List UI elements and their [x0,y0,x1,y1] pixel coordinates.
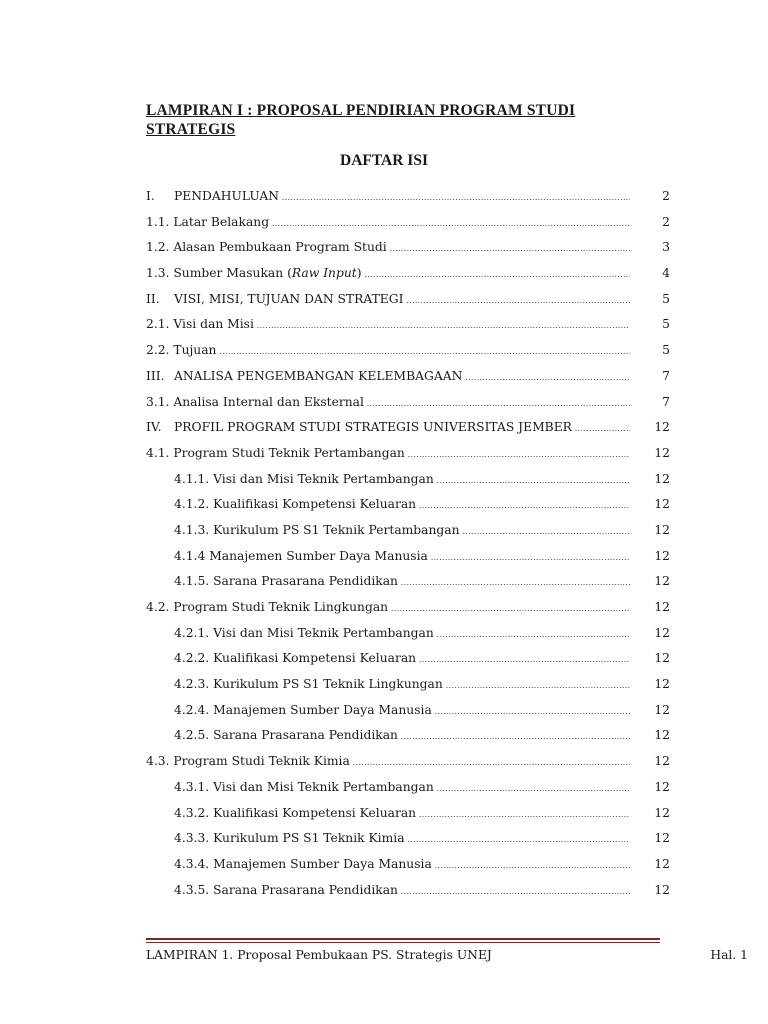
toc-entry-label: 4.1. Program Studi Teknik Pertambangan ..... [146,441,630,468]
heading-line-2: STRATEGIS [146,121,236,138]
toc-entry[interactable] [146,390,676,416]
toc-entry-label: 2.2. Tujuan ..... [146,338,630,365]
toc-entry-label: 4.2. Program Studi Teknik Lingkungan ..... [146,595,630,622]
toc-entry-number: IV. [146,420,162,435]
toc-entry-page: 12 [654,882,670,897]
toc-entry-page: 5 [662,317,670,332]
toc-subentry[interactable] [146,826,676,852]
toc-subentry[interactable] [146,467,676,493]
toc-entry-label: PENDAHULUAN [174,189,279,203]
toc-entry-number: III. [146,368,165,383]
toc-entry-page: 12 [654,574,670,589]
toc-entry-label: 4.3.4. Manajemen Sumber Daya Manusia ..... [174,852,630,879]
table-of-contents [146,184,676,903]
toc-entry-label: VISI, MISI, TUJUAN DAN STRATEGI [174,291,404,306]
toc-entry-page: 12 [654,445,670,460]
toc-entry-label: 1.2. Alasan Pembukaan Program Studi ..... [146,235,630,262]
toc-entry-label: 4.2.3. Kurikulum PS S1 Teknik Lingkungan ..... [174,672,630,699]
toc-entry-page: 12 [654,548,670,563]
toc-entry-label: 4.2.4. Manajemen Sumber Daya Manusia ..... [174,698,630,725]
toc-entry-label: 2.1. Visi dan Misi ..... [146,312,630,339]
toc-entry-page: 12 [654,471,670,486]
toc-entry[interactable] [146,235,676,261]
toc-entry[interactable] [146,415,676,441]
toc-subentry[interactable] [146,492,676,518]
toc-entry-page: 12 [654,420,670,435]
toc-entry[interactable] [146,441,676,467]
toc-subentry[interactable] [146,723,676,749]
toc-entry-number: II. [146,291,160,306]
toc-entry[interactable] [146,261,676,287]
toc-subentry[interactable] [146,646,676,672]
toc-entry-label: 4.1.1. Visi dan Misi Teknik Pertambangan ..... [174,467,630,494]
toc-subentry[interactable] [146,775,676,801]
toc-entry-page: 12 [654,754,670,769]
toc-entry-page: 7 [662,394,670,409]
toc-entry-label: 4.2.2. Kualifikasi Kompetensi Keluaran ..... [174,646,630,673]
toc-entry-label: 1.1. Latar Belakang ..... [146,210,630,237]
toc-entry-label: 4.1.4 Manajemen Sumber Daya Manusia ..... [174,544,630,571]
toc-entry-number: I. [146,189,155,203]
toc-entry-label: 4.1.5. Sarana Prasarana Pendidikan ..... [174,569,630,596]
footer-document-title: LAMPIRAN 1. Proposal Pembukaan PS. Strategis UNEJ [146,948,492,962]
toc-entry-page: 12 [654,651,670,666]
toc-entry-label-tail: ) [356,266,362,281]
toc-entry-label: 1.3. Sumber Masukan ( [146,266,292,281]
toc-entry-page: 12 [654,625,670,640]
toc-subentry[interactable] [146,852,676,878]
toc-entry-label: 4.3.3. Kurikulum PS S1 Teknik Kimia ..... [174,826,630,853]
toc-subentry[interactable] [146,621,676,647]
toc-entry[interactable] [146,287,676,313]
toc-subentry[interactable] [146,878,676,904]
toc-entry-page: 12 [654,600,670,614]
toc-entry-page: 3 [662,240,670,255]
toc-entry-label: 4.1.2. Kualifikasi Kompetensi Keluaran ..... [174,492,630,519]
toc-entry-label: 4.2.5. Sarana Prasarana Pendidikan ..... [174,723,630,750]
toc-subentry[interactable] [146,569,676,595]
toc-entry-page: 12 [654,831,670,846]
toc-entry-page: 12 [654,856,670,871]
toc-subentry[interactable] [146,698,676,724]
toc-subentry[interactable] [146,518,676,544]
heading-line-1: LAMPIRAN I : PROPOSAL PENDIRIAN PROGRAM STUDI [146,102,576,119]
toc-entry-label: PROFIL PROGRAM STUDI STRATEGIS UNIVERSITAS JEMBER [174,420,572,435]
toc-entry-page: 4 [662,266,670,281]
toc-entry[interactable] [146,210,676,236]
toc-entry[interactable] [146,595,676,621]
toc-entry-label-italic: Raw Input [291,266,357,281]
toc-entry[interactable] [146,364,676,390]
toc-entry-page: 2 [662,189,670,203]
toc-entry-page: 12 [654,805,670,820]
toc-entry-page: 5 [662,343,670,358]
toc-entry-page: 5 [662,291,670,306]
toc-entry-page: 12 [654,677,670,692]
toc-entry-page: 12 [654,497,670,512]
toc-entry[interactable] [146,312,676,338]
toc-entry-label: 4.3.1. Visi dan Misi Teknik Pertambangan ..... [174,775,630,802]
toc-entry-label: 3.1. Analisa Internal dan Eksternal ..... [146,390,630,417]
footer-divider [146,938,660,943]
toc-entry[interactable] [146,749,676,775]
document-heading [146,101,586,139]
toc-entry[interactable] [146,184,676,210]
toc-entry-page: 12 [654,702,670,717]
toc-entry-label: 4.3.2. Kualifikasi Kompetensi Keluaran ..... [174,801,630,828]
toc-entry-page: 12 [654,728,670,743]
toc-subentry[interactable] [146,544,676,570]
toc-entry-label: 4.3. Program Studi Teknik Kimia ..... [146,749,630,776]
toc-entry-label: 4.1.3. Kurikulum PS S1 Teknik Pertambangan ..... [174,518,630,545]
toc-entry-page: 2 [662,214,670,229]
toc-entry-label: 4.3.5. Sarana Prasarana Pendidikan ..... [174,878,630,905]
toc-subentry[interactable] [146,801,676,827]
toc-subentry[interactable] [146,672,676,698]
footer-page-number: Hal. 1 [710,948,748,962]
toc-entry[interactable] [146,338,676,364]
toc-entry-page: 12 [654,522,670,537]
toc-entry-label: ANALISA PENGEMBANGAN KELEMBAGAAN [174,368,463,383]
toc-entry-page: 12 [654,779,670,794]
toc-title: DAFTAR ISI [340,152,428,169]
toc-entry-page: 7 [662,368,670,383]
toc-entry-label: 4.2.1. Visi dan Misi Teknik Pertambangan ..... [174,621,630,648]
